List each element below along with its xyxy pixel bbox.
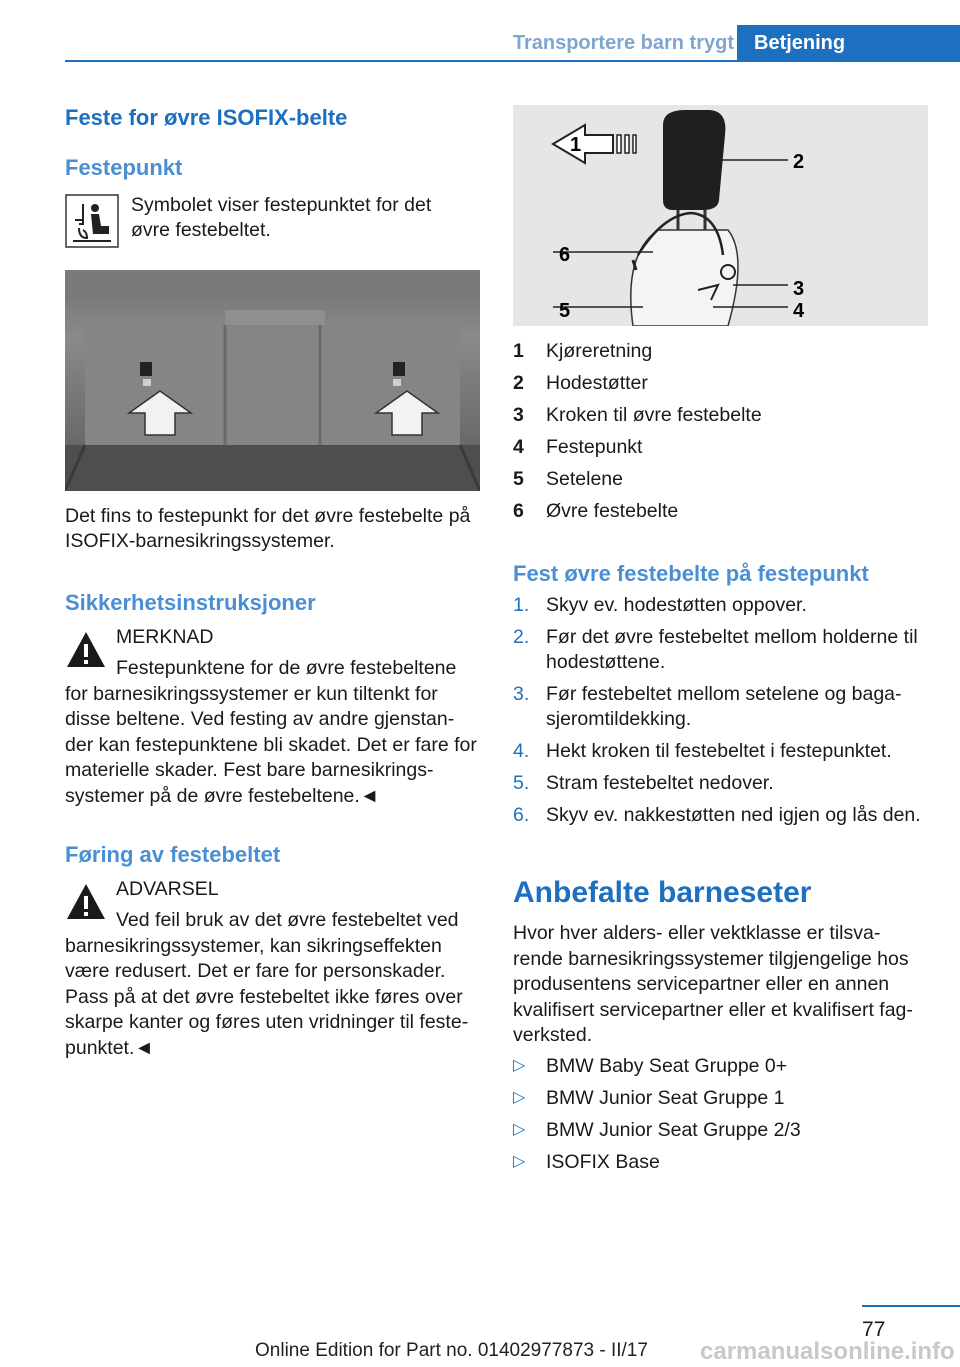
isofix-anchor-symbol-icon (65, 194, 119, 248)
step-item: 5. Stram festebeltet nedover. (513, 772, 774, 794)
warning-text: Ved feil bruk av det øvre festebeltet ved barnesikringssystemer, kan sikringseffekten være redusert. Det er fare for personskader. Pass på at det øvre festebeltet ikke føres over skarpe kanter og føres uten vridninger til feste-punktet.◄ (65, 909, 469, 1059)
callout-6: 6 (559, 244, 571, 266)
subheading-steps: Fest øvre festebelte på festepunkt (513, 561, 869, 586)
step-item: 1. Skyv ev. hodestøtten oppover. (513, 594, 807, 616)
step-item: 6. Skyv ev. nakkestøtten ned igjen og lås den. (513, 804, 921, 826)
running-header-section: Transportere barn trygt (512, 32, 734, 54)
section-heading-isofix: Feste for øvre ISOFIX-belte (65, 105, 348, 130)
subheading-festepunkt: Festepunkt (65, 155, 183, 180)
photo-caption: Det fins to festepunkt for det øvre festebelte på ISOFIX-barnesikringssystemer. (65, 505, 471, 553)
edition-note: Online Edition for Part no. 01402977873 - II/17 (255, 1340, 648, 1361)
callout-5: 5 (559, 300, 571, 322)
recommended-intro: Hvor hver alders- eller vektklasse er tilsva-rende barnesikringssystemer tilgjengelige hos produsentens servicepartner eller en annen kvalifisert servicepartner eller et kvalifisert fag-verksted. (513, 922, 913, 1046)
running-header-chapter: Betjening (737, 25, 960, 62)
notice-text: Festepunktene for de øvre festebeltene for barnesikringssystemer er kun tiltenkt for disse beltene. Ved festing av andre gjenstan-der kan festepunktene bli skadet. Det er fare for materielle skader. Fest bare barnesikrings-systemer på de øvre festebeltene.◄ (65, 657, 477, 807)
subheading-routing: Føring av festebeltet (65, 842, 281, 867)
footer-rule (862, 1305, 960, 1307)
step-item: 3. Før festebeltet mellom setelene og baga-sjeromtildekking. (513, 683, 902, 731)
callout-2: 2 (793, 151, 805, 173)
symbol-description: Symbolet viser festepunktet for det øvre festebeltet. (131, 194, 432, 242)
callout-3: 3 (793, 278, 805, 300)
callout-1: 1 (570, 134, 582, 156)
page-number: 77 (862, 1318, 886, 1341)
section-heading-recommended: Anbefalte barneseter (513, 876, 812, 909)
step-item: 2. Før det øvre festebeltet mellom holderne til hodestøttene. (513, 626, 918, 674)
watermark: carmanualsonline.info (700, 1338, 955, 1365)
warning-label: ADVARSEL (116, 878, 219, 900)
notice-label: MERKNAD (116, 626, 214, 648)
step-item: 4. Hekt kroken til festebeltet i festepunktet. (513, 740, 892, 762)
headrest-diagram (513, 105, 928, 326)
subheading-safety: Sikkerhetsinstruksjoner (65, 590, 316, 615)
trunk-photo (65, 270, 480, 491)
callout-4: 4 (793, 300, 805, 322)
header-rule (65, 60, 960, 62)
